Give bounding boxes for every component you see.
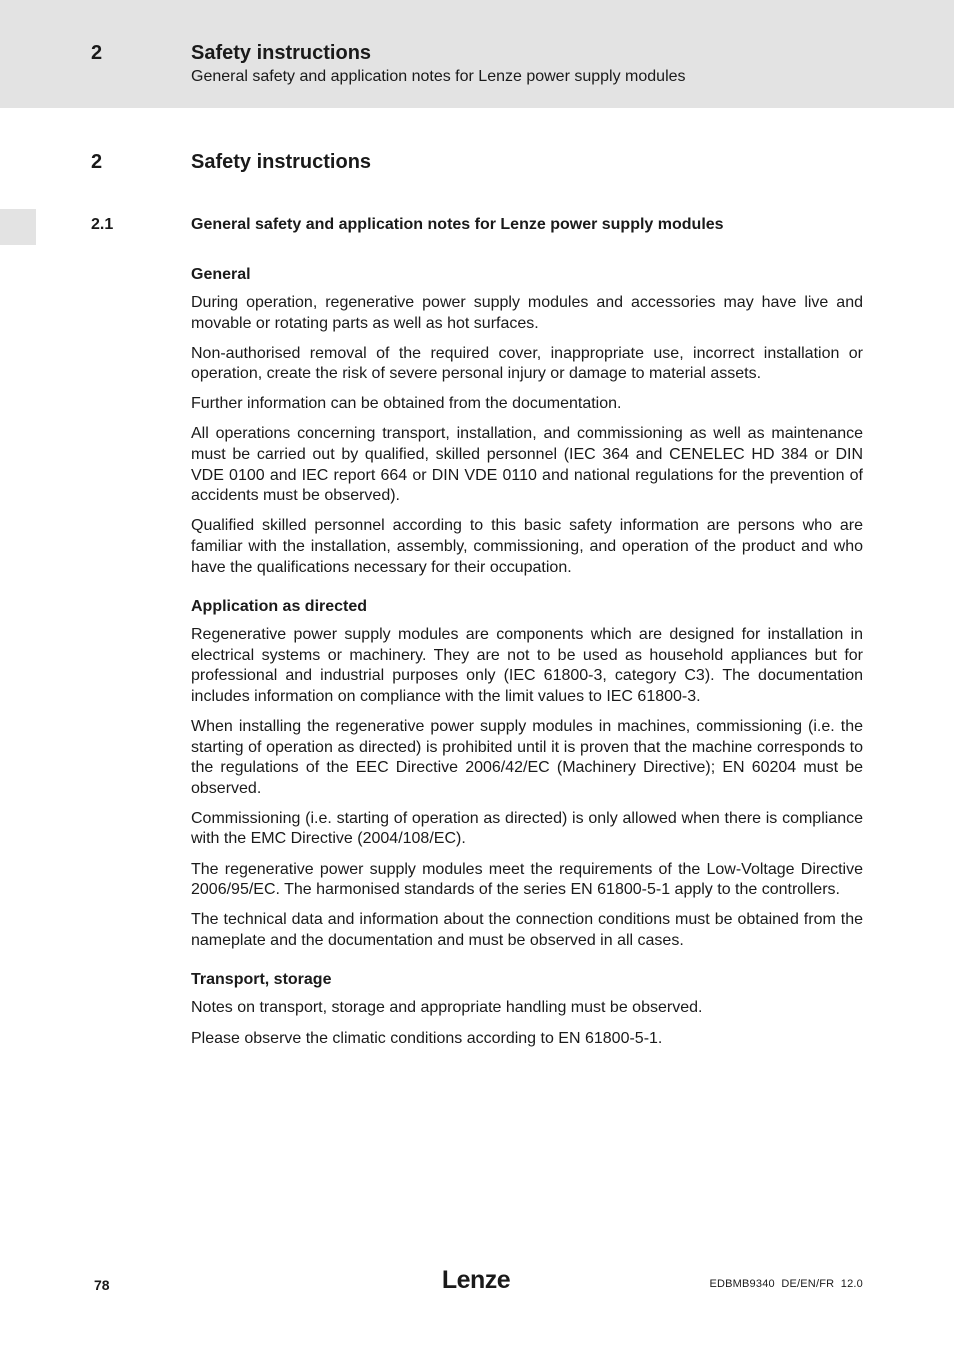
paragraph: During operation, regenerative power supply modules and accessories may have live and movable or rotating parts as well as hot surfaces.: [191, 294, 863, 332]
subsection-general: [191, 264, 863, 578]
paragraph: Further information can be obtained from the documentation.: [191, 395, 622, 413]
paragraph: Regenerative power supply modules are components which are designed for installation in electrical systems or machinery. They are not to be used as household appliances but for professional and industrial purposes only (IEC 61800-3, category C3). The documentation includes information on compliance with the limit values to IEC 61800-3.: [191, 626, 863, 705]
subsection-heading: General: [191, 266, 251, 283]
subsection-heading: Application as directed: [191, 598, 368, 616]
header-subtitle: General safety and application notes for Lenze power supply modules: [191, 68, 686, 85]
chapter-title: Safety instructions: [191, 151, 372, 173]
paragraph: The regenerative power supply modules meet the requirements of the Low-Voltage Directive 2006/95/EC. The harmonised standards of the series EN 61800-5-1 apply to the controllers.: [191, 860, 863, 899]
subsection-heading: Transport, storage: [191, 971, 332, 989]
subsection-application: [191, 596, 863, 951]
section-title: General safety and application notes for Lenze power supply modules: [191, 216, 724, 233]
paragraph: Qualified skilled personnel according to this basic safety information are persons who are familiar with the installation, assembly, commissioning, and operation of the product and who have the qualifications necessary for their occupation.: [191, 517, 863, 576]
chapter-side-tab: [0, 209, 36, 245]
page-header: [0, 0, 954, 108]
paragraph: The technical data and information about the connection conditions must be obtained from the nameplate and the documentation and must be observed in all cases.: [191, 911, 863, 949]
body-content: [191, 264, 863, 1059]
paragraph: Please observe the climatic conditions according to EN 61800-5-1.: [191, 1029, 663, 1047]
document-id: EDBMB9340 DE/EN/FR 12.0: [709, 1278, 863, 1290]
paragraph: Commissioning (i.e. starting of operation as directed) is only allowed when there is compliance with the EMC Directive (2004/108/EC).: [191, 809, 863, 848]
page-number: 78: [94, 1277, 110, 1293]
subsection-transport: [191, 969, 863, 1049]
lenze-logo-text: Lenze: [441, 1266, 511, 1294]
header-chapter-number: 2: [91, 42, 103, 64]
lenze-logo: [438, 1264, 514, 1294]
header-chapter-title: Safety instructions: [191, 42, 372, 64]
paragraph: Notes on transport, storage and appropriate handling must be observed.: [191, 999, 703, 1017]
paragraph: All operations concerning transport, installation, and commissioning as well as maintenance must be carried out by qualified, skilled personnel (IEC 364 and CENELEC HD 384 or DIN VDE 0100 and IEC report 664 or DIN VDE 0110 and national regulations for the prevention of accidents must be observed).: [191, 425, 863, 505]
paragraph: Non-authorised removal of the required cover, inappropriate use, incorrect installation or operation, create the risk of severe personal injury or damage to material assets.: [191, 344, 863, 383]
section-number: 2.1: [91, 216, 114, 233]
paragraph: When installing the regenerative power supply modules in machines, commissioning (i.e. the starting of operation as directed) is prohibited until it is proven that the machine corresponds to the regulations of the EEC Directive 2006/42/EC (Machinery Directive); EN 60204 must be observed.: [191, 718, 863, 797]
chapter-number: 2: [91, 151, 103, 173]
